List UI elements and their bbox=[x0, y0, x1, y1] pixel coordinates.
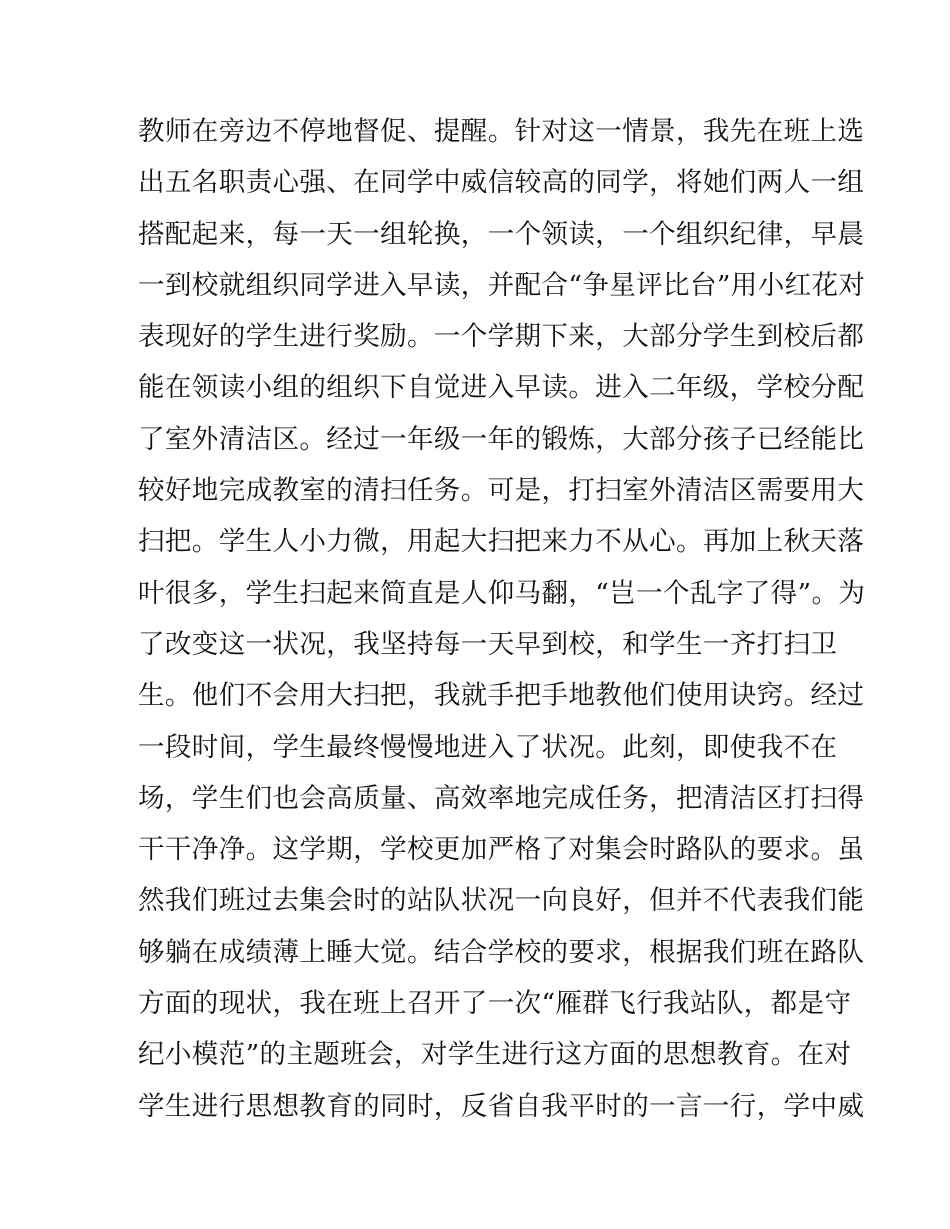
text-line: 生。他们不会用大扫把，我就手把手地教他们使用诀窍。经过 bbox=[138, 680, 865, 712]
text-line: 较好地完成教室的清扫任务。可是，打扫室外清洁区需要用大 bbox=[138, 475, 865, 507]
text-line: 教师在旁边不停地督促、提醒。针对这一情景，我先在班上选 bbox=[138, 116, 865, 147]
text-line: 然我们班过去集会时的站队状况一向良好，但并不代表我们能 bbox=[138, 885, 865, 917]
text-line: 干干净净。这学期，学校更加严格了对集会时路队的要求。虽 bbox=[138, 834, 865, 866]
text-line: 学生进行思想教育的同时，反省自我平时的一言一行，学中威 bbox=[138, 1090, 865, 1122]
body-paragraph bbox=[138, 106, 866, 1132]
text-line: 场，学生们也会高质量、高效率地完成任务，把清洁区打扫得 bbox=[138, 782, 865, 814]
text-line: 出五名职责心强、在同学中威信较高的同学，将她们两人一组 bbox=[138, 167, 865, 199]
text-line: 叶很多，学生扫起来简直是人仰马翻，“岂一个乱字了得”。为 bbox=[138, 577, 866, 609]
text-line: 能在领读小组的组织下自觉进入早读。进入二年级，学校分配 bbox=[138, 372, 865, 404]
text-line: 了改变这一状况，我坚持每一天早到校，和学生一齐打扫卫 bbox=[138, 628, 838, 660]
text-line: 一段时间，学生最终慢慢地进入了状况。此刻，即使我不在 bbox=[138, 731, 838, 763]
text-line: 纪小模范”的主题班会，对学生进行这方面的思想教育。在对 bbox=[138, 1039, 852, 1071]
text-line: 搭配起来，每一天一组轮换，一个领读，一个组织纪律，早晨 bbox=[138, 218, 865, 250]
text-line: 一到校就组织同学进入早读，并配合“争星评比台”用小红花对 bbox=[138, 269, 866, 301]
text-line: 了室外清洁区。经过一年级一年的锻炼，大部分孩子已经能比 bbox=[138, 423, 865, 455]
text-line: 够躺在成绩薄上睡大觉。结合学校的要求，根据我们班在路队 bbox=[138, 936, 865, 968]
text-line: 扫把。学生人小力微，用起大扫把来力不从心。再加上秋天落 bbox=[138, 526, 865, 558]
text-line: 表现好的学生进行奖励。一个学期下来，大部分学生到校后都 bbox=[138, 321, 865, 353]
text-line: 方面的现状，我在班上召开了一次“雁群飞行我站队，都是守 bbox=[138, 988, 852, 1020]
